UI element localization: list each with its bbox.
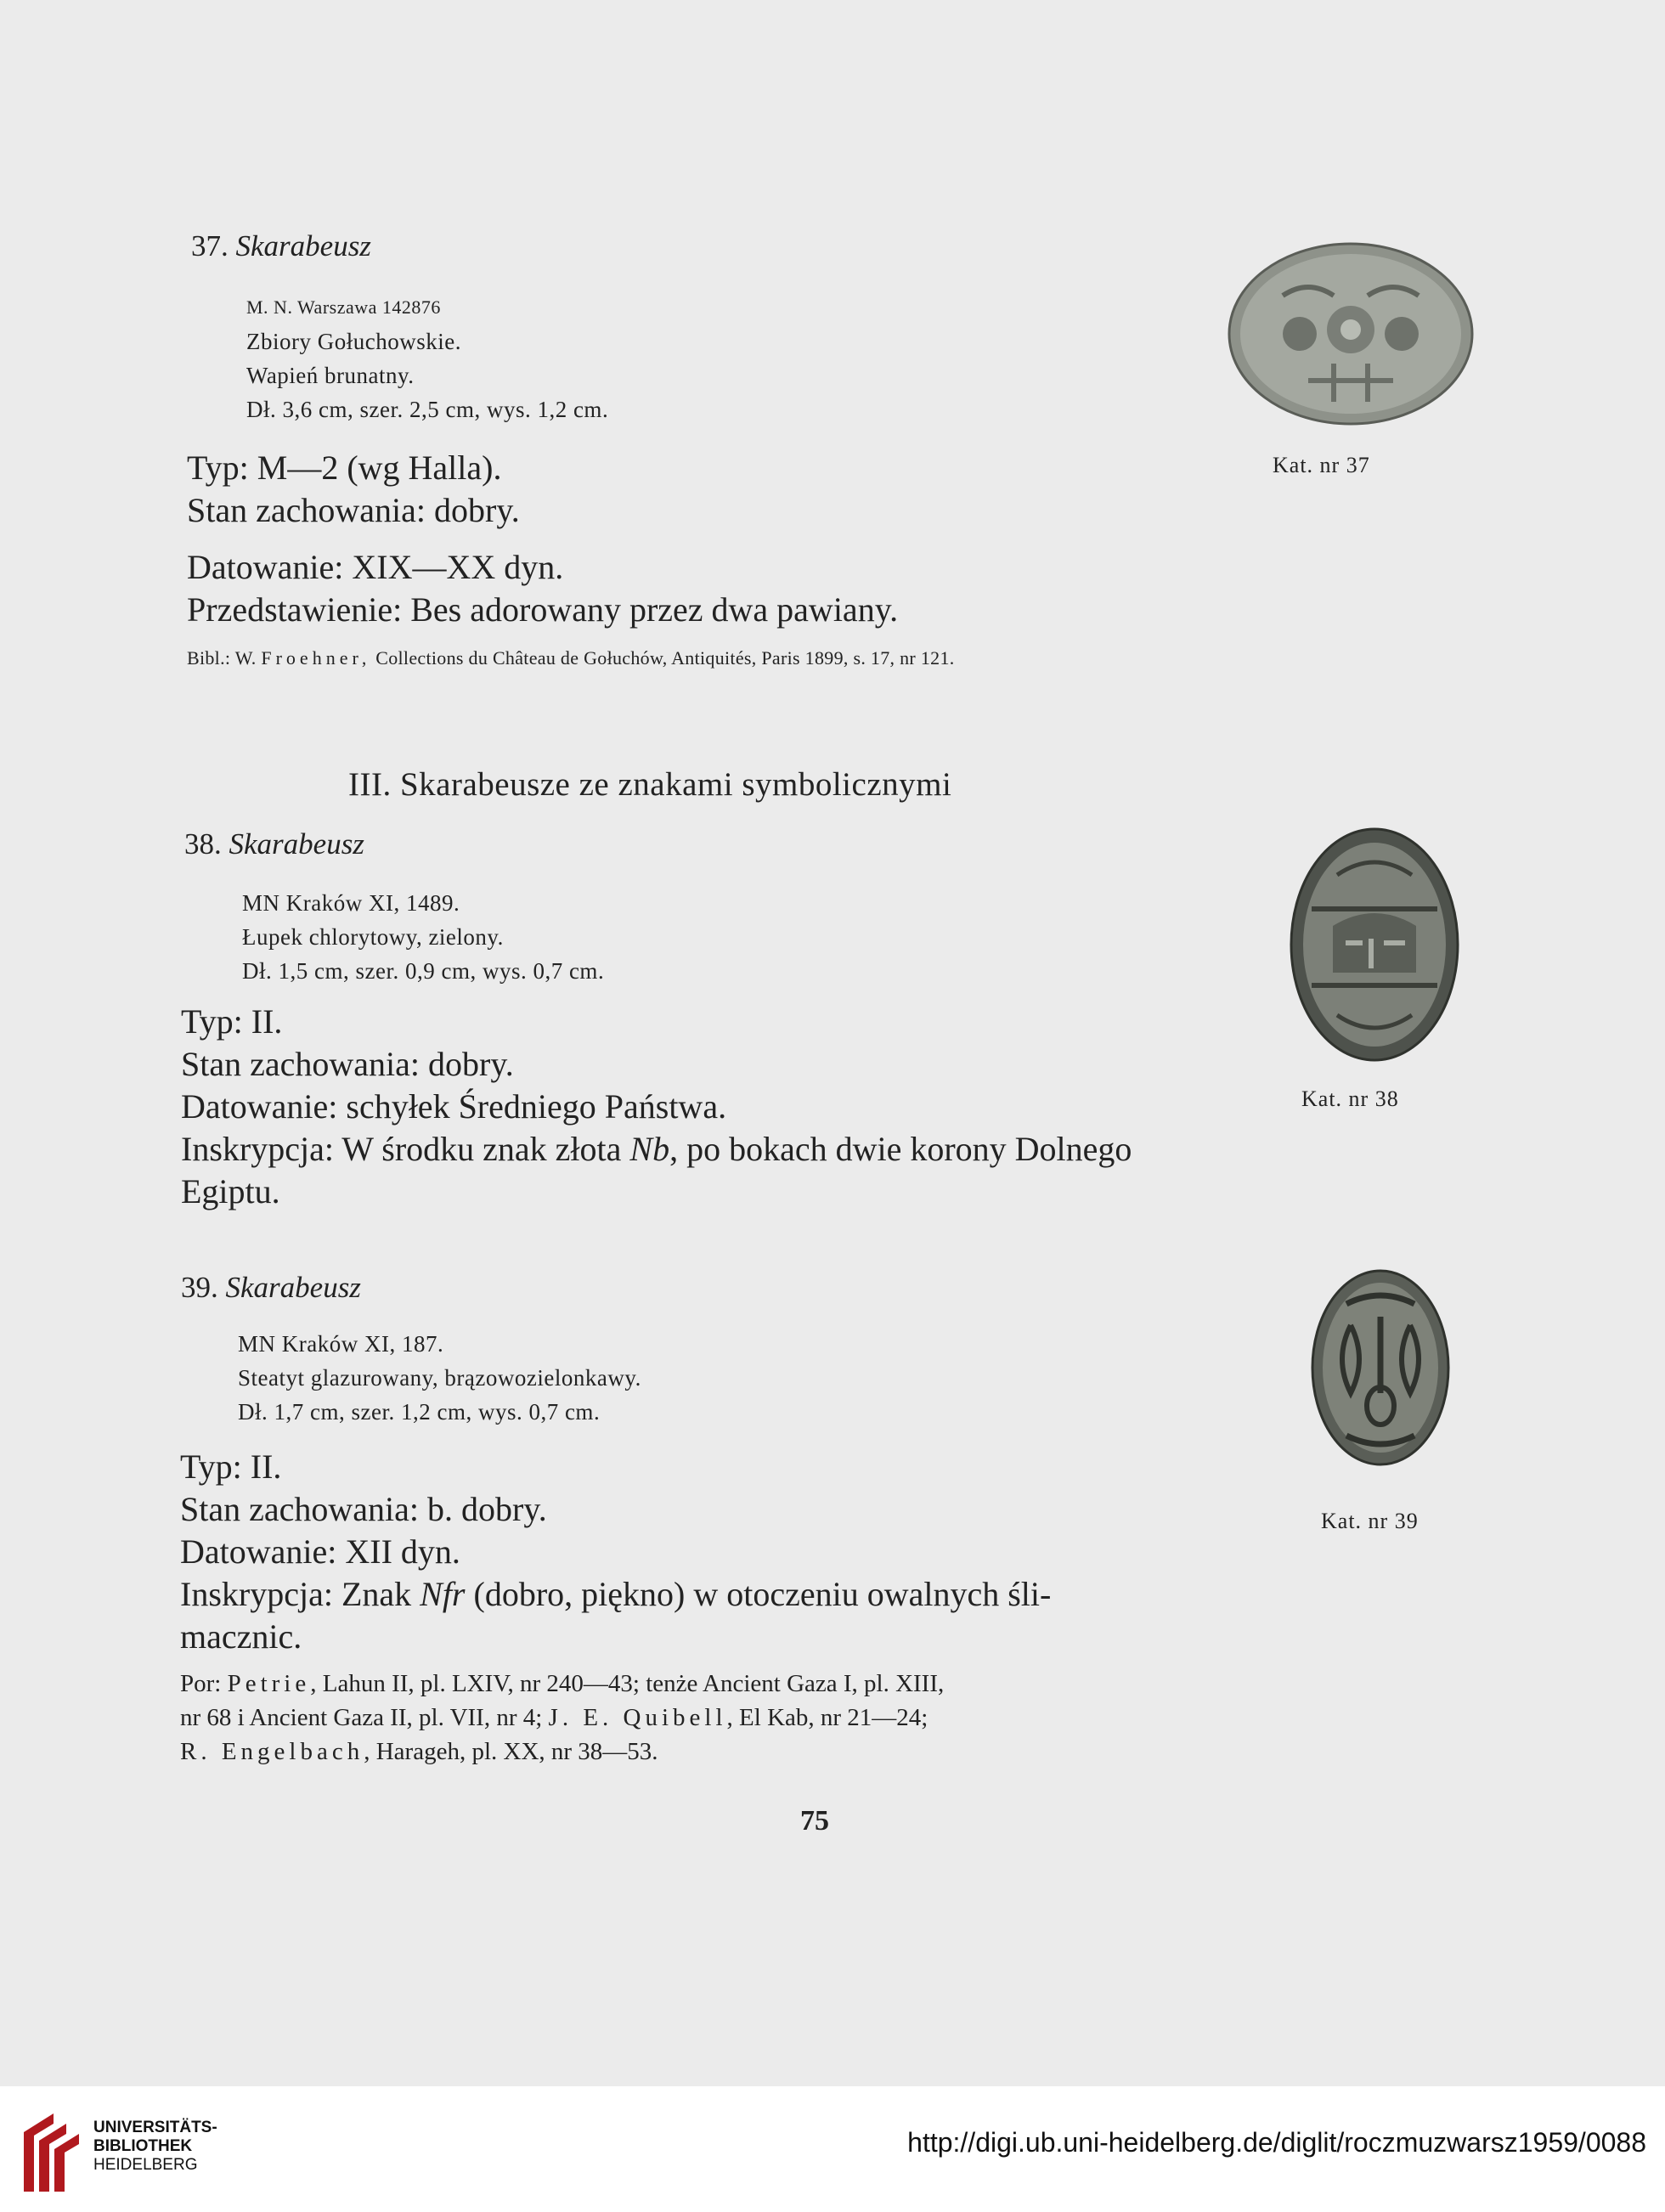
scarab-38-image [1286, 824, 1463, 1065]
dating-line: Datowanie: XIX—XX dyn. [187, 548, 564, 586]
por-line-1: Por: Petrie, Lahun II, pl. LXIV, nr 240—43; tenże Ancient Gaza I, pl. XIII, [180, 1670, 945, 1697]
condition-line: Stan zachowania: b. dobry. [180, 1490, 547, 1528]
por-line-3: R. Engelbach, Harageh, pl. XX, nr 38—53. [180, 1738, 658, 1765]
section-title: III. Skarabeusze ze znakami symbolicznymi [348, 766, 952, 803]
type-line: Typ: M—2 (wg Halla). [187, 449, 502, 487]
por-line-2: nr 68 i Ancient Gaza II, pl. VII, nr 4; J. E. Quibell, El Kab, nr 21—24; [180, 1704, 928, 1731]
type-line: Typ: II. [180, 1447, 282, 1486]
entry-37-type-block [187, 447, 520, 532]
dating-line: Datowanie: schyłek Średniego Państwa. [181, 1087, 727, 1126]
entry-39-meta [238, 1327, 641, 1429]
material: Łupek chlorytowy, zielony. [242, 924, 504, 950]
collection: Zbiory Gołuchowskie. [246, 329, 461, 354]
entry-39-heading [181, 1271, 361, 1305]
inscription-line: Inskrypcja: W środku znak złota Nb, po bokach dwie korony Dolnego [181, 1130, 1132, 1168]
inscription-line: Inskrypcja: Znak Nfr (dobro, piękno) w otoczeniu owalnych śli- [180, 1575, 1052, 1613]
type-line: Typ: II. [181, 1002, 283, 1041]
condition-line: Stan zachowania: dobry. [181, 1045, 514, 1083]
footer-bar [0, 2086, 1665, 2212]
scarab-37-image [1223, 236, 1478, 432]
source-url-link[interactable]: http://digi.ub.uni-heidelberg.de/diglit/roczmuzwarsz1959/0088 [907, 2127, 1646, 2158]
dimensions: Dł. 1,7 cm, szer. 1,2 cm, wys. 0,7 cm. [238, 1399, 601, 1425]
entry-37-meta [246, 289, 608, 426]
inventory-number: M. N. Warszawa 142876 [246, 296, 441, 318]
entry-number: 38. [184, 827, 222, 861]
entry-38-details [181, 1001, 1132, 1213]
entry-37-heading [191, 229, 371, 263]
entry-37-bibliography [187, 647, 955, 669]
dimensions: Dł. 1,5 cm, szer. 0,9 cm, wys. 0,7 cm. [242, 958, 605, 984]
entry-number: 39. [181, 1271, 218, 1304]
bibl-rest: Collections du Château de Gołuchów, Antiquités, Paris 1899, s. 17, nr 121. [375, 647, 955, 669]
por-references [180, 1667, 944, 1769]
bibl-author: Froehner, [261, 647, 371, 669]
bibl-prefix: Bibl.: W. [187, 647, 257, 669]
entry-name: Skarabeusz [229, 827, 364, 861]
caption-39: Kat. nr 39 [1321, 1509, 1419, 1533]
inventory-number: MN Kraków XI, 187. [238, 1331, 444, 1357]
page-number: 75 [800, 1805, 829, 1837]
inscription-line-2: Egiptu. [181, 1172, 280, 1210]
scarab-39-image [1308, 1266, 1453, 1470]
depiction-line: Przedstawienie: Bes adorowany przez dwa pawiany. [187, 590, 899, 629]
inscription-line-2: macznic. [180, 1617, 302, 1656]
dimensions: Dł. 3,6 cm, szer. 2,5 cm, wys. 1,2 cm. [246, 397, 609, 422]
entry-number: 37. [191, 229, 229, 262]
entry-38-heading [184, 827, 364, 861]
entry-37-dating-block [187, 546, 898, 631]
dating-line: Datowanie: XII dyn. [180, 1532, 460, 1571]
entry-name: Skarabeusz [235, 229, 371, 262]
condition-line: Stan zachowania: dobry. [187, 491, 520, 529]
caption-37: Kat. nr 37 [1273, 453, 1370, 477]
caption-38: Kat. nr 38 [1301, 1086, 1399, 1111]
entry-name: Skarabeusz [225, 1271, 361, 1304]
inventory-number: MN Kraków XI, 1489. [242, 890, 460, 916]
library-logo-text: UNIVERSITÄTS- BIBLIOTHEK HEIDELBERG [93, 2119, 217, 2174]
material: Steatyt glazurowany, brązowozielonkawy. [238, 1365, 641, 1391]
material: Wapień brunatny. [246, 363, 415, 388]
entry-38-meta [242, 886, 604, 988]
entry-39-details [180, 1446, 1051, 1658]
library-logo-icon [15, 2107, 83, 2200]
